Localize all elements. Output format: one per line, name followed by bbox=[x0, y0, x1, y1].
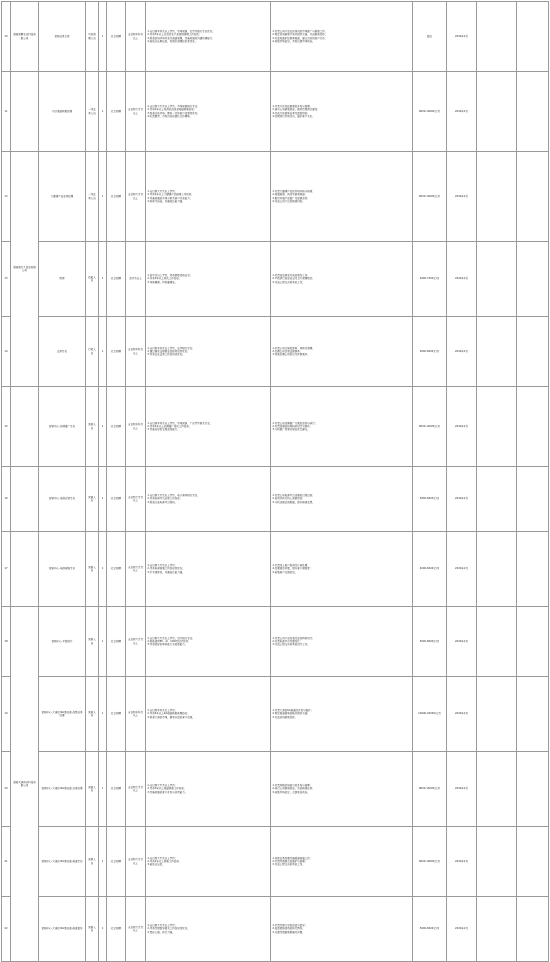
salary: 6000-12000元/月 bbox=[413, 387, 447, 467]
company-name bbox=[11, 72, 39, 152]
requirements-line: 2.具有2年以上品牌推广相关工作经验； bbox=[147, 424, 192, 428]
duties bbox=[271, 532, 413, 607]
row-number: 10 bbox=[2, 2, 11, 72]
position-name: 营销中心-大湾区/KA事业部-渠道专员 bbox=[39, 827, 86, 897]
company-name bbox=[11, 532, 39, 607]
requirements-line: 1.全日制本科及以上学历，市场营销、广告学等相关专业； bbox=[147, 421, 213, 425]
duties bbox=[271, 2, 413, 72]
duties-line: 2.负责品牌宣传物料的设计与制作； bbox=[272, 424, 313, 428]
requirements-line: 3.能适应出差。 bbox=[147, 863, 165, 867]
education: 全日制大专及以上 bbox=[126, 152, 146, 242]
recruit-method: 社会招聘 bbox=[107, 242, 126, 317]
requirements bbox=[146, 532, 271, 607]
requirements bbox=[146, 152, 271, 242]
salary: 5000-8000元/月 bbox=[413, 317, 447, 387]
headcount: 1 bbox=[99, 607, 107, 677]
position-type: 营销人员 bbox=[86, 897, 99, 962]
notes bbox=[517, 242, 549, 317]
headcount: 1 bbox=[99, 387, 107, 467]
date: 2020年2月 bbox=[447, 827, 477, 897]
recruit-method: 社会招聘 bbox=[107, 677, 126, 752]
duties-line: 1.负责片区内经销商的开发与管理； bbox=[272, 105, 313, 109]
requirements-line: 3.熟悉大湾区市场，拥有丰富的客户资源。 bbox=[147, 715, 195, 719]
requirements-line: 4.吃苦耐劳，具有良好的团队合作精神。 bbox=[147, 114, 193, 118]
contact bbox=[477, 677, 517, 752]
education: 全日制大专及以上 bbox=[126, 607, 146, 677]
requirements-line: 2.具有2年以上大健康产品销售工作经验； bbox=[147, 193, 194, 197]
duties bbox=[271, 317, 413, 387]
date: 2020年2月 bbox=[447, 532, 477, 607]
duties-line: 2.负责终端网点的维护与管理； bbox=[272, 859, 308, 863]
headcount: 1 bbox=[99, 677, 107, 752]
duties-line: 1.负责大健康产品的市场开拓与销售； bbox=[272, 190, 315, 194]
position-type: 营销人员 bbox=[86, 677, 99, 752]
duties-line: 3.收集市场信息，反馈竞品动态。 bbox=[272, 790, 310, 794]
requirements bbox=[146, 897, 271, 962]
headcount: 1 bbox=[99, 152, 107, 242]
headcount: 1 bbox=[99, 532, 107, 607]
duties-line: 3.完成片区销售任务及回款指标； bbox=[272, 111, 310, 115]
duties-line: 2.落实公司销售政策，推动终端网点建设； bbox=[272, 108, 320, 112]
requirements-line: 3.身体健康，持有健康证。 bbox=[147, 280, 178, 284]
requirements-line: 1.全日制本科及以上学历，市场营销、农学等相关专业优先； bbox=[147, 30, 215, 34]
education: 全日制大专及以上 bbox=[126, 72, 146, 152]
headcount: 1 bbox=[99, 897, 107, 962]
requirements-line: 3.熟悉区域市场开发及渠道管理，具备较强的沟通协调能力； bbox=[147, 36, 215, 40]
table-body bbox=[2, 2, 549, 962]
headcount: 1 bbox=[99, 2, 107, 72]
recruit-method: 社会招聘 bbox=[107, 152, 126, 242]
position-name: 营销中心-大湾区/KA事业部-渠道督导 bbox=[39, 897, 86, 962]
requirements bbox=[146, 2, 271, 72]
recruit-method: 社会招聘 bbox=[107, 827, 126, 897]
duties-line: 3.完成区域销售目标。 bbox=[272, 715, 298, 719]
notes bbox=[517, 72, 549, 152]
date: 2020年2月 bbox=[447, 467, 477, 532]
headcount: 1 bbox=[99, 752, 107, 827]
position-type: 中层管理人员 bbox=[86, 2, 99, 72]
duties-line: 2.执行公司销售政策，完成销售任务； bbox=[272, 787, 315, 791]
duties-line: 2.处理公司日常法律事务； bbox=[272, 349, 303, 353]
duties bbox=[271, 607, 413, 677]
notes bbox=[517, 467, 549, 532]
requirements-line: 4.形象气质佳，沟通表达能力强。 bbox=[147, 199, 185, 203]
requirements-line: 2.具有3年以上渠道销售工作经验； bbox=[147, 787, 187, 791]
duties-line: 1.负责公司电商平台店铺的日常运营； bbox=[272, 494, 315, 498]
requirements-line: 1.全日制大专及以上学历，电子商务相关专业； bbox=[147, 494, 200, 498]
education: 全日制本科及以上 bbox=[126, 677, 146, 752]
row-number: 15 bbox=[2, 387, 11, 467]
date: 2020年2月 bbox=[447, 2, 477, 72]
duties-line: 1.负责大湾区KA渠道的开发与维护； bbox=[272, 709, 314, 713]
education: 全日制大专及以上 bbox=[126, 467, 146, 532]
date: 2020年2月 bbox=[447, 72, 477, 152]
recruit-method: 社会招聘 bbox=[107, 2, 126, 72]
row-number: 11 bbox=[2, 72, 11, 152]
table-row bbox=[2, 152, 549, 242]
recruitment-table bbox=[1, 1, 549, 962]
duties-line: 1.负责公司产品在区域内的市场推广与销售工作； bbox=[272, 30, 328, 34]
notes bbox=[517, 2, 549, 72]
requirements-line: 1.全日制大专及以上学历； bbox=[147, 856, 178, 860]
requirements-line: 3.具有企业法务工作经验者优先。 bbox=[147, 353, 185, 357]
position-type: 一线业务人员 bbox=[86, 72, 99, 152]
requirements bbox=[146, 72, 271, 152]
date: 2020年2月 bbox=[447, 897, 477, 962]
requirements-line: 2.具有5年以上KA渠道销售管理经验； bbox=[147, 712, 190, 716]
requirements bbox=[146, 317, 271, 387]
row-number: 17 bbox=[2, 532, 11, 607]
duties-line: 1.负责终端门店的巡查与督导； bbox=[272, 924, 308, 928]
duties bbox=[271, 897, 413, 962]
requirements-line: 3.熟悉当地市场，拥有一定的客户资源者优先； bbox=[147, 111, 200, 115]
duties-line: 1.负责食品研发及菜品制作工作； bbox=[272, 274, 310, 278]
requirements-line: 1.全日制本科及以上学历； bbox=[147, 709, 178, 713]
date: 2020年2月 bbox=[447, 317, 477, 387]
duties bbox=[271, 72, 413, 152]
salary: 4000-6000元/月 bbox=[413, 532, 447, 607]
notes bbox=[517, 752, 549, 827]
requirements-line: 3.具有较好的审美能力及创意能力。 bbox=[147, 643, 188, 647]
requirements-line: 2.具有电商客服工作经验者优先； bbox=[147, 567, 185, 571]
table-row bbox=[2, 827, 549, 897]
duties-line: 3.协助处理公司诉讼及仲裁案件。 bbox=[272, 353, 310, 357]
duties-line: 1.负责公司合同的起草、审核及管理； bbox=[272, 346, 315, 350]
contact bbox=[477, 827, 517, 897]
recruit-method: 社会招聘 bbox=[107, 317, 126, 387]
requirements-line: 1.全日制本科及以上学历，法学相关专业； bbox=[147, 346, 195, 350]
notes bbox=[517, 827, 549, 897]
duties-line: 2.策划并执行线上营销活动； bbox=[272, 497, 305, 501]
row-number: 12 bbox=[2, 152, 11, 242]
requirements bbox=[146, 677, 271, 752]
recruit-method: 社会招聘 bbox=[107, 532, 126, 607]
requirements bbox=[146, 607, 271, 677]
duties-line: 4.定期进行市场走访，维护客户关系。 bbox=[272, 114, 315, 118]
position-type: 营销人员 bbox=[86, 827, 99, 897]
duties-line: 3.完成上级交办的其他工作。 bbox=[272, 863, 305, 867]
requirements-line: 4.能适应长期出差，有团队管理经验者优先。 bbox=[147, 39, 198, 43]
recruit-method: 社会招聘 bbox=[107, 607, 126, 677]
position-name: 营销中心-电商客服专员 bbox=[39, 532, 86, 607]
education: 全日制本科及以上 bbox=[126, 317, 146, 387]
requirements-line: 2.具有3年以上相关工作经验； bbox=[147, 277, 182, 281]
salary: 6000-10000元/月 bbox=[413, 827, 447, 897]
table-row bbox=[2, 607, 549, 677]
requirements bbox=[146, 242, 271, 317]
notes bbox=[517, 317, 549, 387]
requirements-line: 2.具有电商平台运营工作经验； bbox=[147, 497, 183, 501]
table-row bbox=[2, 317, 549, 387]
position-type: 营销人员 bbox=[86, 532, 99, 607]
table-row bbox=[2, 897, 549, 962]
recruit-method: 社会招聘 bbox=[107, 897, 126, 962]
position-type: 营销人员 bbox=[86, 607, 99, 677]
table-row bbox=[2, 72, 549, 152]
duties-line: 2.负责电商平台页面设计； bbox=[272, 639, 303, 643]
requirements-line: 1.全日制大专及以上学历； bbox=[147, 564, 178, 568]
education: 高中及以上 bbox=[126, 242, 146, 317]
notes bbox=[517, 532, 549, 607]
headcount: 1 bbox=[99, 242, 107, 317]
date: 2020年2月 bbox=[447, 752, 477, 827]
duties-line: 3.分析店铺运营数据，提升销售业绩。 bbox=[272, 500, 315, 504]
requirements bbox=[146, 752, 271, 827]
company-name bbox=[11, 387, 39, 467]
row-number: 13 bbox=[2, 242, 11, 317]
salary: 6000-10000元/月 bbox=[413, 152, 447, 242]
headcount: 1 bbox=[99, 827, 107, 897]
notes bbox=[517, 677, 549, 752]
row-number: 21 bbox=[2, 827, 11, 897]
requirements-line: 1.全日制大专及以上学历； bbox=[147, 784, 178, 788]
contact bbox=[477, 467, 517, 532]
position-name: 营销中心-电商运营专员 bbox=[39, 467, 86, 532]
contact bbox=[477, 607, 517, 677]
education: 全日制大专及以上 bbox=[126, 532, 146, 607]
duties-line: 4.收集市场信息，及时反馈市场动态。 bbox=[272, 39, 315, 43]
date: 2020年2月 bbox=[447, 152, 477, 242]
salary: 5000-8000元/月 bbox=[413, 897, 447, 962]
table-row bbox=[2, 242, 549, 317]
recruit-method: 社会招聘 bbox=[107, 72, 126, 152]
contact bbox=[477, 752, 517, 827]
notes bbox=[517, 607, 549, 677]
notes bbox=[517, 897, 549, 962]
company-name bbox=[11, 467, 39, 532]
requirements-line: 1.全日制大专及以上学历； bbox=[147, 924, 178, 928]
row-number: 19 bbox=[2, 677, 11, 752]
position-name: 片区渠道销售经理 bbox=[39, 72, 86, 152]
requirements-line: 1.全日制大专及以上学历； bbox=[147, 190, 178, 194]
duties-line: 1.负责所辖区域客户的开发与管理； bbox=[272, 784, 313, 788]
requirements-line: 1.全日制大专及以上学历，市场营销相关专业； bbox=[147, 105, 200, 109]
duties-line: 1.负责公司产品包装及宣传物料设计； bbox=[272, 636, 315, 640]
table-row bbox=[2, 467, 549, 532]
requirements-line: 2.具有2年以上快消品或食品渠道销售经验； bbox=[147, 108, 197, 112]
company-name: 湖南星鹏农业科技有限公司 bbox=[11, 2, 39, 72]
contact bbox=[477, 532, 517, 607]
row-number: 22 bbox=[2, 897, 11, 962]
position-type: 营销人员 bbox=[86, 752, 99, 827]
duties-line: 1.负责线上客户咨询及订单处理； bbox=[272, 564, 310, 568]
requirements-line: 2.具有终端督导相关工作经验者优先； bbox=[147, 927, 190, 931]
position-type: 一线业务人员 bbox=[86, 152, 99, 242]
requirements-line: 3.责任心强，执行力强。 bbox=[147, 930, 175, 934]
salary: 5000-8000元/月 bbox=[413, 607, 447, 677]
duties-line: 3.分析推广效果并提出优化建议。 bbox=[272, 428, 310, 432]
contact bbox=[477, 152, 517, 242]
salary: 10000-20000元/月 bbox=[413, 677, 447, 752]
contact bbox=[477, 897, 517, 962]
duties-line: 1.负责公司品牌推广方案的策划与执行； bbox=[272, 421, 318, 425]
recruit-method: 社会招聘 bbox=[107, 752, 126, 827]
requirements-line: 1.高中及以上学历，持有厨师资格证书； bbox=[147, 274, 193, 278]
requirements-line: 2.具有1年以上销售工作经验； bbox=[147, 859, 182, 863]
notes bbox=[517, 387, 549, 467]
table-row bbox=[2, 532, 549, 607]
company-name: 湖南天润纳米科技有限公司 bbox=[11, 607, 39, 962]
requirements-line: 2.具有3年以上农资或农产品营销管理工作经验； bbox=[147, 33, 202, 37]
row-number: 18 bbox=[2, 607, 11, 677]
duties bbox=[271, 242, 413, 317]
table-row bbox=[2, 387, 549, 467]
position-type: 营销人员 bbox=[86, 387, 99, 467]
requirements bbox=[146, 467, 271, 532]
duties bbox=[271, 827, 413, 897]
table-row bbox=[2, 2, 549, 72]
requirements-line: 3.具备良好的文案策划能力。 bbox=[147, 428, 180, 432]
duties-line: 3.完成上级交办的其他设计工作。 bbox=[272, 643, 310, 647]
duties-line: 2.制定渠道销售策略并组织实施； bbox=[272, 712, 310, 716]
contact bbox=[477, 242, 517, 317]
table-row bbox=[2, 677, 549, 752]
duties-line: 2.制定区域销售计划并组织实施，完成销售目标； bbox=[272, 33, 328, 37]
duties-line: 4.完成公司下达的销售目标。 bbox=[272, 199, 305, 203]
date: 2020年2月 bbox=[447, 242, 477, 317]
position-type: 技能人员 bbox=[86, 242, 99, 317]
duties bbox=[271, 387, 413, 467]
requirements-line: 1.全日制大专及以上学历，设计相关专业； bbox=[147, 636, 195, 640]
duties bbox=[271, 467, 413, 532]
education: 全日制大专及以上 bbox=[126, 897, 146, 962]
requirements-line: 2.通过国家法律职业资格考试者优先； bbox=[147, 349, 190, 353]
contact bbox=[477, 387, 517, 467]
education: 全日制大专及以上 bbox=[126, 827, 146, 897]
position-name: 营销业务主管 bbox=[39, 2, 86, 72]
headcount: 1 bbox=[99, 317, 107, 387]
duties-line: 2.拓展商超、药店等销售渠道； bbox=[272, 193, 308, 197]
notes bbox=[517, 152, 549, 242]
salary: 5000-8000元/月 bbox=[413, 467, 447, 532]
position-name: 营销中心-大湾区/KA事业部-高级业务经理 bbox=[39, 677, 86, 752]
date: 2020年2月 bbox=[447, 387, 477, 467]
salary: 4000-7000元/月 bbox=[413, 242, 447, 317]
duties-line: 3.组织开展产品推广及促销活动； bbox=[272, 196, 310, 200]
requirements bbox=[146, 387, 271, 467]
position-name: 大健康产品业务经理 bbox=[39, 152, 86, 242]
requirements-line: 3.熟悉主流电商平台规则。 bbox=[147, 500, 178, 504]
duties-line: 3.反馈终端销售数据及问题。 bbox=[272, 930, 305, 934]
duties-line: 2.监督促销活动的执行情况； bbox=[272, 927, 305, 931]
recruit-method: 社会招聘 bbox=[107, 467, 126, 532]
contact bbox=[477, 72, 517, 152]
duties-line: 3.收集客户反馈信息。 bbox=[272, 570, 298, 574]
position-name: 营销中心-平面设计 bbox=[39, 607, 86, 677]
position-name: 法务专员 bbox=[39, 317, 86, 387]
recruitment-table-page bbox=[1, 1, 548, 962]
headcount: 1 bbox=[99, 467, 107, 532]
duties-line: 3.开发和维护经销商渠道，建立良好的客户关系； bbox=[272, 36, 328, 40]
salary: 8000-15000元/月 bbox=[413, 752, 447, 827]
row-number: 20 bbox=[2, 752, 11, 827]
salary: 面议 bbox=[413, 2, 447, 72]
date: 2020年2月 bbox=[447, 607, 477, 677]
requirements bbox=[146, 827, 271, 897]
requirements-line: 3.打字速度快，沟通表达能力强。 bbox=[147, 570, 185, 574]
recruit-method: 社会招聘 bbox=[107, 387, 126, 467]
duties bbox=[271, 752, 413, 827]
row-number: 14 bbox=[2, 317, 11, 387]
duties-line: 3.完成上级交办的其他工作。 bbox=[272, 280, 305, 284]
education: 全日制大专及以上 bbox=[126, 752, 146, 827]
contact bbox=[477, 2, 517, 72]
table-row bbox=[2, 752, 549, 827]
salary: 6000-10000元/月 bbox=[413, 72, 447, 152]
duties-line: 2.严格执行食品安全及卫生管理规定； bbox=[272, 277, 315, 281]
position-type: 营销人员 bbox=[86, 467, 99, 532]
duties-line: 1.协助业务经理开展渠道拓展工作； bbox=[272, 856, 313, 860]
duties bbox=[271, 677, 413, 752]
duties-line: 2.处理售后问题，提升客户满意度； bbox=[272, 567, 313, 571]
requirements-line: 3.具备较强的客户开发与谈判能力。 bbox=[147, 790, 188, 794]
requirements-line: 3.具备较强的市场分析及客户开发能力； bbox=[147, 196, 193, 200]
education: 全日制本科及以上 bbox=[126, 387, 146, 467]
position-name: 营销中心-大湾区/KA事业部-业务经理 bbox=[39, 752, 86, 827]
position-name: 厨师 bbox=[39, 242, 86, 317]
position-type: 行政人员 bbox=[86, 317, 99, 387]
company-name: 湖南德天久食品有限公司 bbox=[11, 152, 39, 387]
contact bbox=[477, 317, 517, 387]
education: 全日制本科及以上 bbox=[126, 2, 146, 72]
requirements-line: 2.熟练使用PS、AI、CDR等设计软件； bbox=[147, 639, 191, 643]
row-number: 16 bbox=[2, 467, 11, 532]
date: 2020年2月 bbox=[447, 677, 477, 752]
position-name: 营销中心-品牌推广专员 bbox=[39, 387, 86, 467]
headcount: 1 bbox=[99, 72, 107, 152]
duties bbox=[271, 152, 413, 242]
